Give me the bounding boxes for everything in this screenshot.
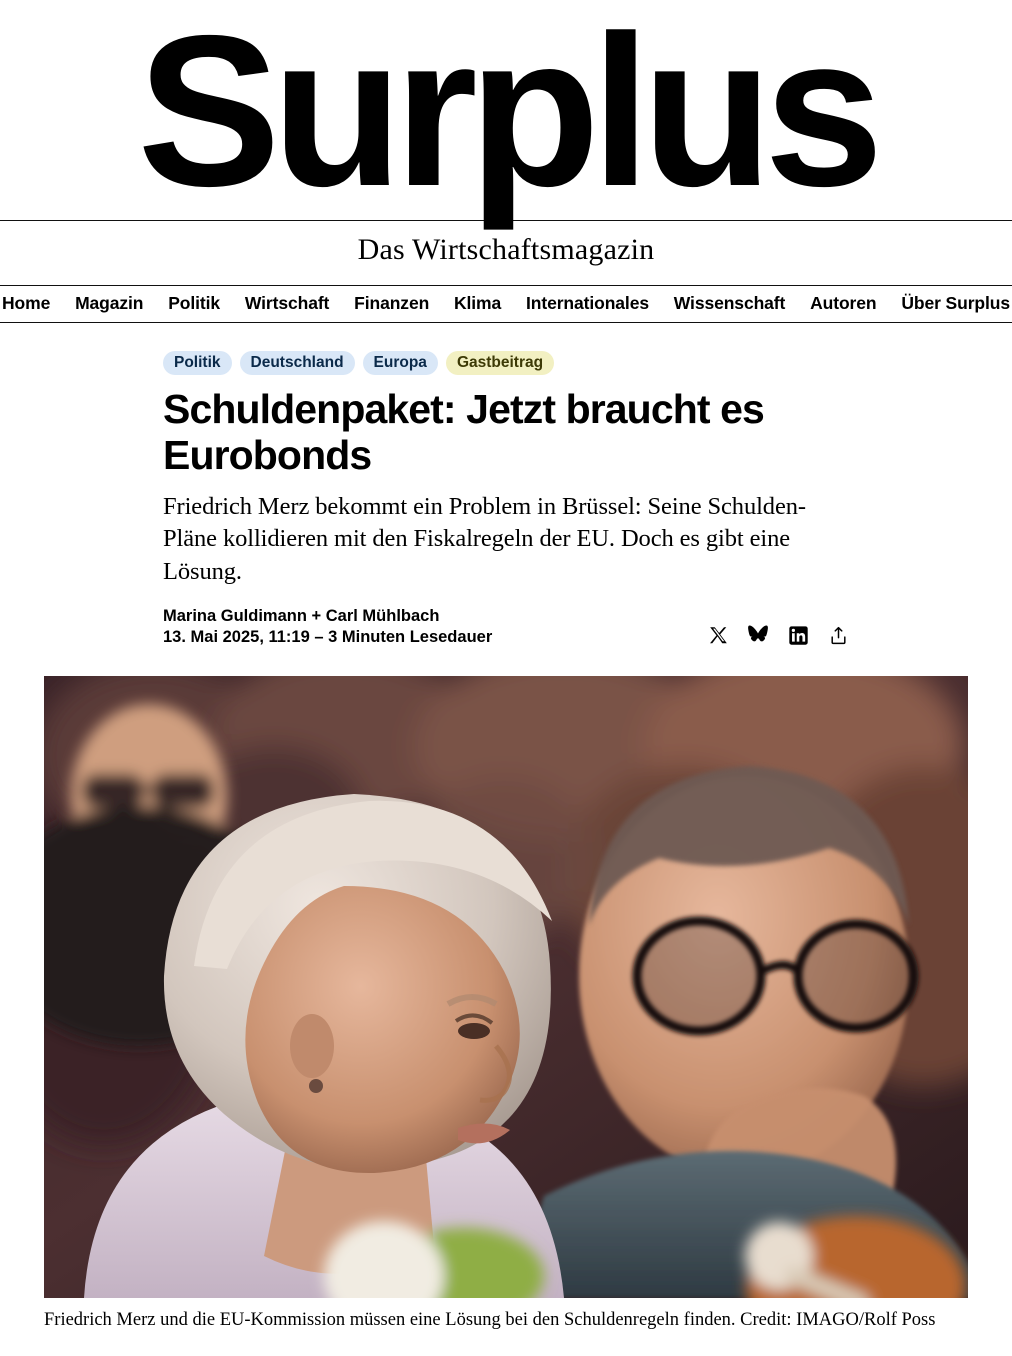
nav-item-finanzen[interactable]: Finanzen (354, 292, 430, 313)
nav-item-politik[interactable]: Politik (168, 292, 221, 313)
byline-block (163, 606, 492, 648)
nav-item-magazin[interactable]: Magazin (75, 292, 144, 313)
nav-item-ueber-surplus[interactable]: Über Surplus (901, 292, 1010, 313)
byline-row (163, 606, 849, 652)
article-tag-list (163, 351, 849, 376)
nav-item-wirtschaft[interactable]: Wirtschaft (244, 292, 330, 313)
main-navigation (0, 285, 1012, 323)
article-header (163, 323, 849, 653)
hero-image-section (0, 676, 1012, 1348)
share-bar (707, 624, 849, 648)
site-tagline: Das Wirtschaftsmagazin (357, 232, 655, 266)
image-caption: Friedrich Merz und die EU-Kommission müssen eine Lösung bei den Schuldenregeln finden. Credit: IMAGO/Rolf Poss (44, 1310, 936, 1331)
article-meta: 13. Mai 2025, 11:19 – 3 Minuten Lesedauer (163, 628, 493, 647)
bluesky-icon[interactable] (747, 624, 769, 646)
nav-item-wissenschaft[interactable]: Wissenschaft (673, 292, 786, 313)
tag-deutschland[interactable]: Deutschland (240, 351, 355, 376)
site-logo[interactable]: Surplus (137, 0, 875, 231)
nav-item-autoren[interactable]: Autoren (810, 292, 877, 313)
article-authors[interactable]: Marina Guldimann + Carl Mühlbach (163, 607, 440, 626)
share-upload-icon[interactable] (827, 624, 849, 646)
nav-item-klima[interactable]: Klima (454, 292, 502, 313)
nav-item-internationales[interactable]: Internationales (525, 292, 649, 313)
tag-europa[interactable]: Europa (363, 351, 438, 376)
article-standfirst: Friedrich Merz bekommt ein Problem in Brüssel: Seine Schulden-Pläne kollidieren mit den Fiskalregeln der EU. Doch es gibt eine Lösung. (163, 493, 806, 585)
nav-item-home[interactable]: Home (2, 292, 51, 313)
x-twitter-icon[interactable] (707, 624, 729, 646)
tag-politik[interactable]: Politik (163, 351, 232, 376)
tag-gastbeitrag[interactable]: Gastbeitrag (446, 351, 554, 376)
article-headline: Schuldenpaket: Jetzt braucht es Eurobonds (163, 386, 764, 479)
linkedin-icon[interactable] (787, 624, 809, 646)
site-masthead (0, 0, 1012, 285)
hero-image (44, 676, 968, 1298)
